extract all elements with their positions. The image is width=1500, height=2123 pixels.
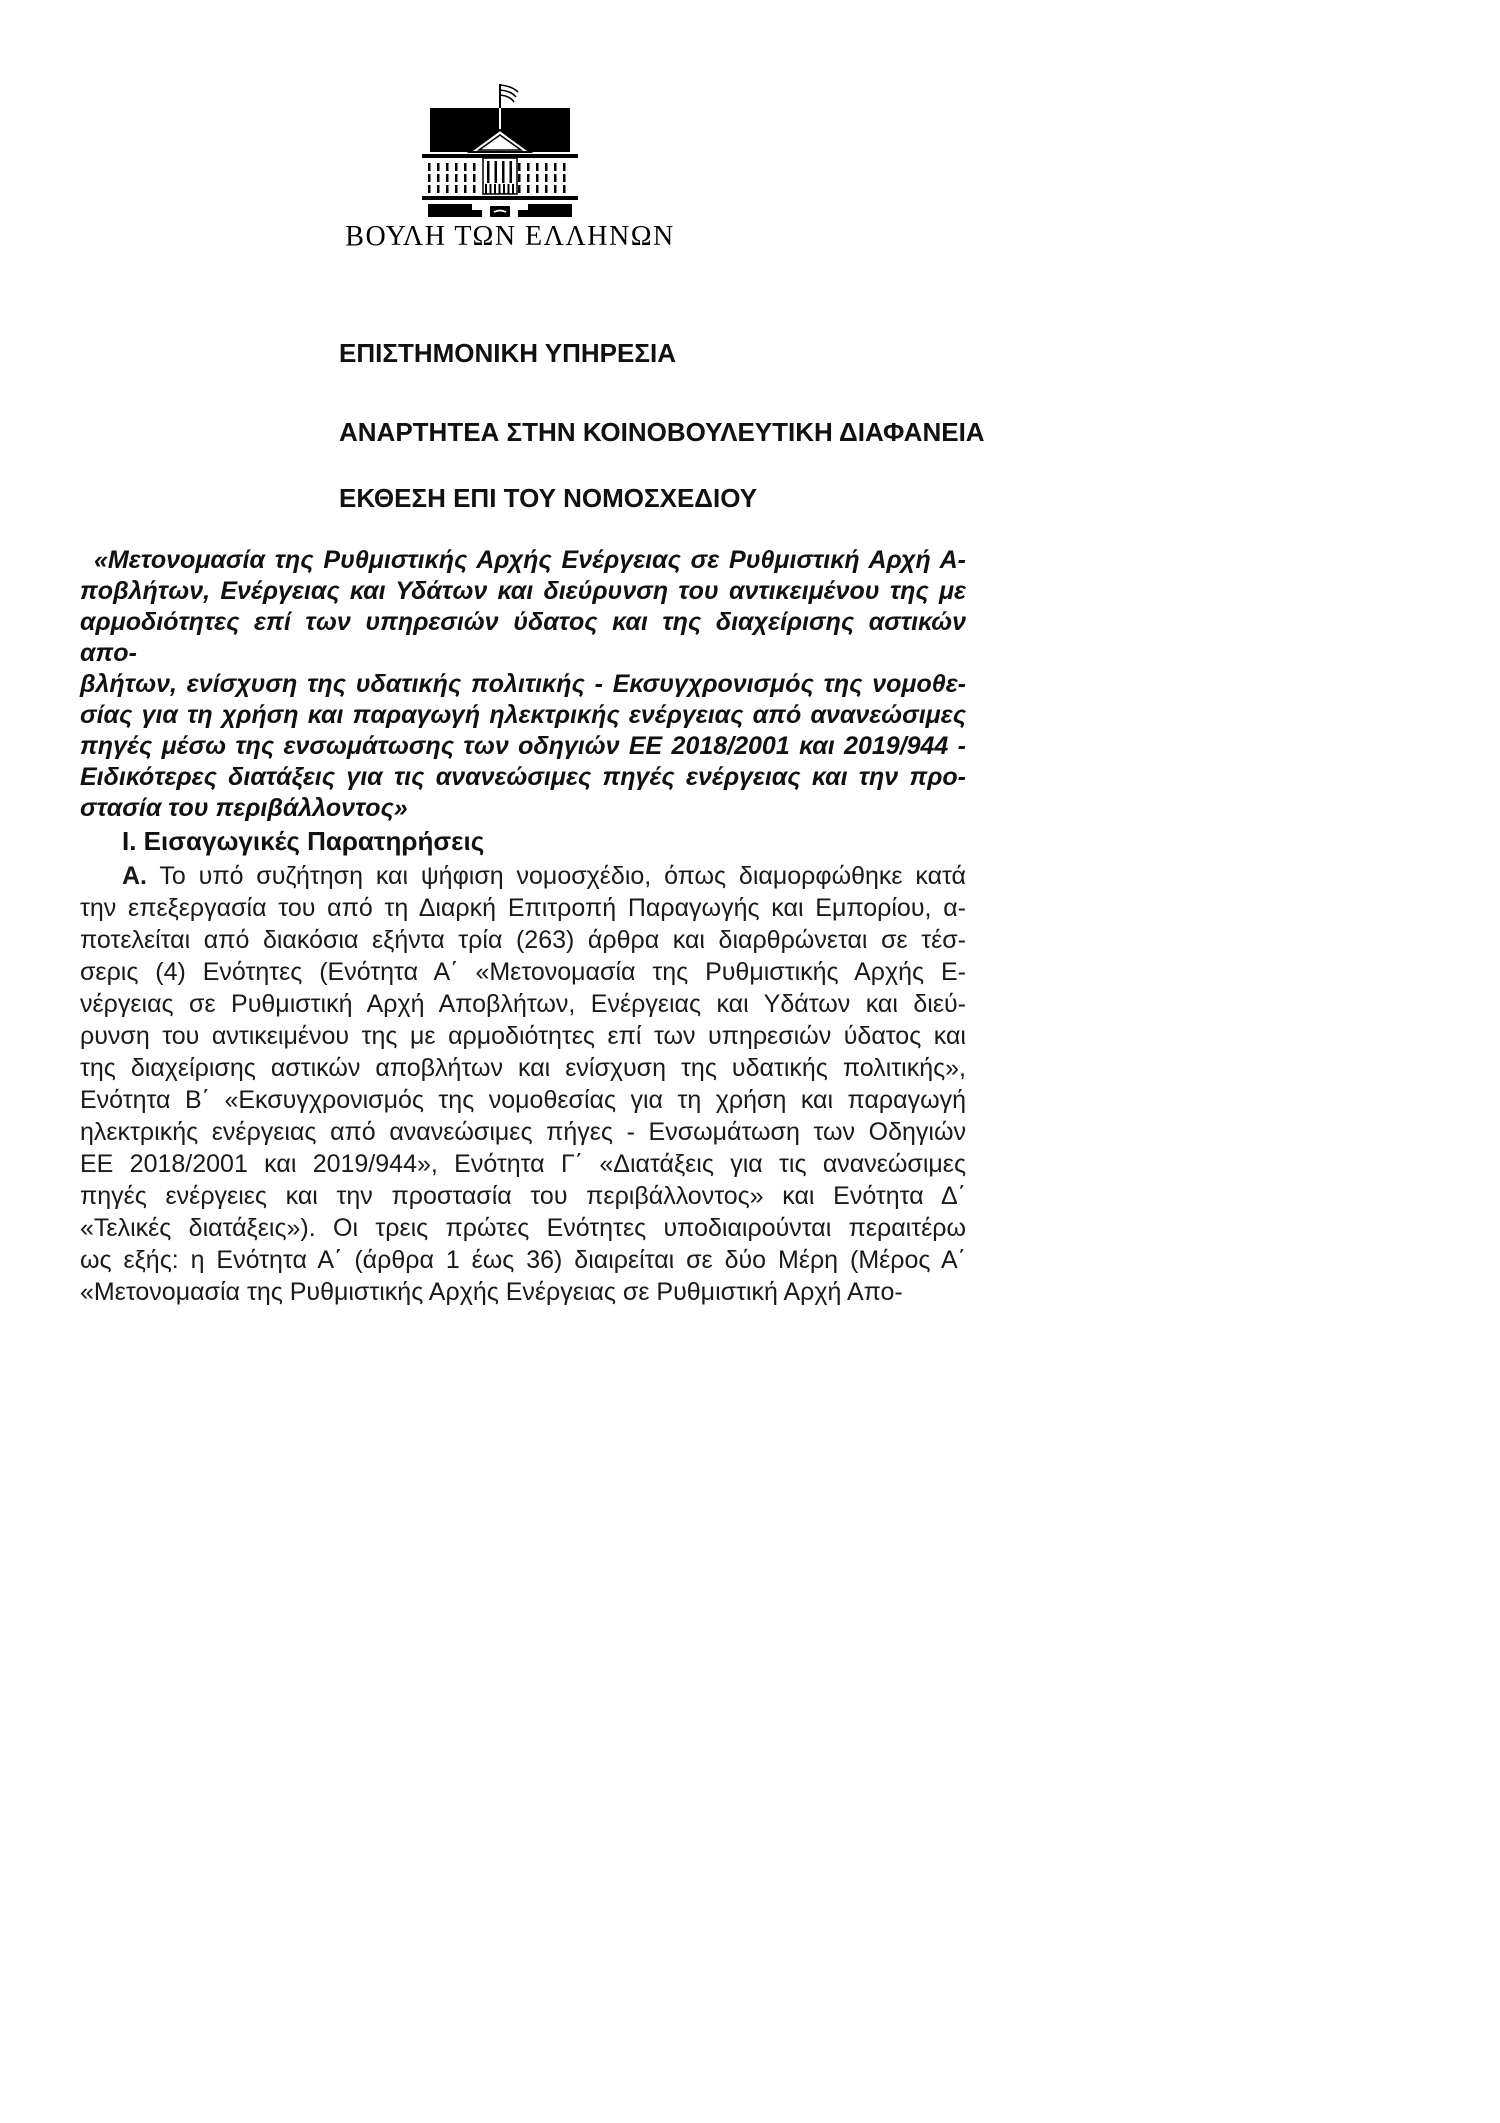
report-title: ΕΚΘΕΣΗ ΕΠΙ ΤΟΥ ΝΟΜΟΣΧΕΔΙΟΥ: [339, 483, 758, 513]
body-first-line: [80, 860, 966, 892]
text-line: ως εξής: η Ενότητα Α΄ (άρθρα 1 έως 36) διαιρείται σε δύο Μέρη (Μέρος Α΄: [80, 1246, 966, 1274]
text-line: ποτελείται από διακόσια εξήντα τρία (263) άρθρα και διαρθρώνεται σε τέσ-: [80, 926, 966, 954]
text-line: πηγές μέσω της ενσωμάτωσης των οδηγιών ΕΕ 2018/2001 και 2019/944 -: [80, 732, 966, 760]
text-line: «Μετονομασία της Ρυθμιστικής Αρχής Ενέργειας σε Ρυθμιστική Αρχή Απο-: [80, 1278, 903, 1306]
text-line: της διαχείρισης αστικών αποβλήτων και ενίσχυση της υδατικής πολιτικής»,: [80, 1054, 966, 1082]
body-lines: [80, 892, 966, 1308]
text-line: Ειδικότερες διατάξεις για τις ανανεώσιμες πηγές ενέργειας και την προ-: [80, 763, 966, 791]
paragraph-lead-letter: Α.: [122, 862, 147, 890]
text-line: σερις (4) Ενότητες (Ενότητα Α΄ «Μετονομασία της Ρυθμιστικής Αρχής Ε-: [80, 958, 966, 986]
text-line: ΕΕ 2018/2001 και 2019/944», Ενότητα Γ΄ «Διατάξεις για τις ανανεώσιμες: [80, 1150, 966, 1178]
text-line: αρμοδιότητες επί των υπηρεσιών ύδατος και της διαχείρισης αστικών απο-: [80, 608, 966, 667]
text-line: «Τελικές διατάξεις»). Οι τρεις πρώτες Ενότητες υποδιαιρούνται περαιτέρω: [80, 1214, 966, 1242]
bill-title-block: [80, 545, 966, 824]
text-line: ηλεκτρικής ενέργειας από ανανεώσιμες πήγες - Ενσωμάτωση των Οδηγιών: [80, 1118, 966, 1146]
body-first-line-text: Το υπό συζήτηση και ψήφιση νομοσχέδιο, όπως διαμορφώθηκε κατά: [159, 862, 966, 890]
text-line: νέργειας σε Ρυθμιστική Αρχή Αποβλήτων, Ενέργειας και Υδάτων και διεύ-: [80, 990, 966, 1018]
institution-name: ΒΟΥΛΗ ΤΩΝ ΕΛΛΗΝΩΝ: [345, 221, 675, 252]
transparency-note: ΑΝΑΡΤΗΤΕΑ ΣΤΗΝ ΚΟΙΝΟΒΟΥΛΕΥΤΙΚΗ ΔΙΑΦΑΝΕΙΑ: [339, 417, 985, 447]
text-line: την επεξεργασία του από τη Διαρκή Επιτροπή Παραγωγής και Εμπορίου, α-: [80, 894, 966, 922]
text-line: ποβλήτων, Ενέργειας και Υδάτων και διεύρυνση του αντικειμένου της με: [80, 577, 966, 605]
parliament-building-emblem-icon: [420, 72, 580, 217]
text-line: «Μετονομασία της Ρυθμιστικής Αρχής Ενέργειας σε Ρυθμιστική Αρχή Α-: [94, 546, 966, 574]
text-line: σίας για τη χρήση και παραγωγή ηλεκτρικής ενέργειας από ανανεώσιμες: [80, 701, 966, 729]
body-paragraph: [80, 860, 966, 1308]
text-line: στασία του περιβάλλοντος»: [80, 794, 408, 822]
text-line: Ενότητα Β΄ «Εκσυγχρονισμός της νομοθεσίας για τη χρήση και παραγωγή: [80, 1086, 966, 1114]
text-line: πηγές ενέργειες και την προστασία του περιβάλλοντος» και Ενότητα Δ΄: [80, 1182, 966, 1210]
text-line: ρυνση του αντικειμένου της με αρμοδιότητες επί των υπηρεσιών ύδατος και: [80, 1022, 966, 1050]
text-line: βλήτων, ενίσχυση της υδατικής πολιτικής - Εκσυγχρονισμός της νομοθε-: [80, 670, 966, 698]
service-heading: ΕΠΙΣΤΗΜΟΝΙΚΗ ΥΠΗΡΕΣΙΑ: [339, 338, 676, 368]
section-heading: Ι. Εισαγωγικές Παρατηρήσεις: [122, 826, 485, 856]
